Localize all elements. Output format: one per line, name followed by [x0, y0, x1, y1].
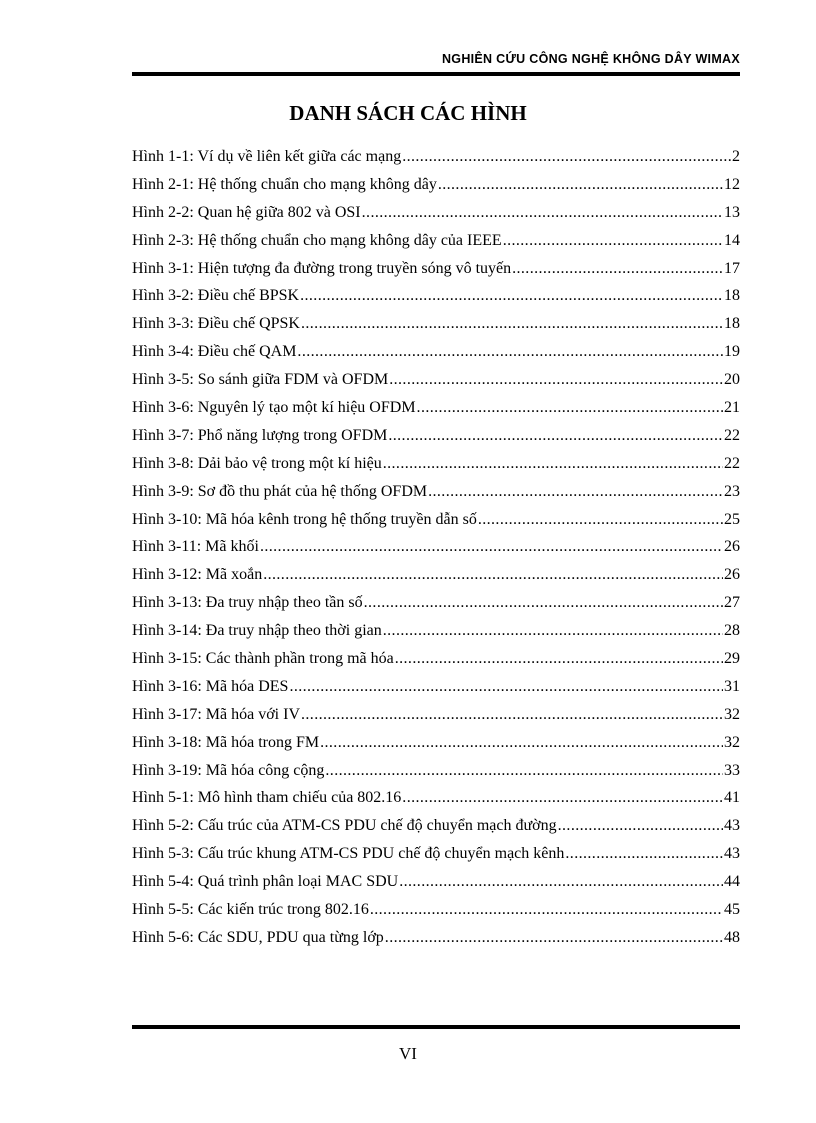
toc-dot-leader: [389, 366, 723, 394]
toc-entry-page: 22: [724, 454, 740, 472]
toc-entry-page: 18: [724, 287, 740, 305]
toc-entry[interactable]: [132, 840, 740, 868]
toc-entry-page: 26: [724, 566, 740, 584]
toc-entry[interactable]: [132, 673, 740, 701]
toc-dot-leader: [383, 450, 723, 478]
page-number: VI: [399, 1044, 417, 1063]
toc-entry[interactable]: [132, 561, 740, 589]
toc-entry-label: Hình 3-16: Mã hóa DES: [132, 677, 289, 695]
toc-entry-page: 19: [724, 343, 740, 361]
toc-entry-page: 26: [724, 538, 740, 556]
toc-entry-page: 18: [724, 315, 740, 333]
toc-dot-leader: [438, 171, 723, 199]
toc-entry-page: 12: [724, 175, 740, 193]
toc-entry-label: Hình 3-1: Hiện tượng đa đường trong truyền sóng vô tuyến: [132, 259, 512, 277]
toc-entry-page: 48: [724, 928, 740, 946]
toc-entry[interactable]: [132, 338, 740, 366]
toc-dot-leader: [388, 422, 723, 450]
toc-entry[interactable]: [132, 868, 740, 896]
toc-dot-leader: [417, 394, 723, 422]
toc-entry-page: 41: [724, 789, 740, 807]
toc-dot-leader: [301, 310, 723, 338]
running-header: NGHIÊN CỨU CÔNG NGHỆ KHÔNG DÂY WIMAX: [441, 52, 740, 66]
toc-entry[interactable]: [132, 506, 740, 534]
toc-entry[interactable]: [132, 422, 740, 450]
toc-entry-label: Hình 3-18: Mã hóa trong FM: [132, 733, 320, 751]
toc-entry-page: 25: [724, 510, 740, 528]
toc-entry[interactable]: [132, 310, 740, 338]
toc-entry-page: 33: [724, 761, 740, 779]
toc-entry-label: Hình 2-1: Hệ thống chuẩn cho mạng không dây: [132, 175, 437, 193]
toc-dot-leader: [301, 701, 723, 729]
toc-entry-label: Hình 3-7: Phổ năng lượng trong OFDM: [132, 426, 388, 444]
toc-dot-leader: [402, 784, 723, 812]
toc-entry-page: 13: [724, 203, 740, 221]
toc-entry-label: Hình 3-8: Dải bảo vệ trong một kí hiệu: [132, 454, 382, 472]
toc-entry-label: Hình 3-13: Đa truy nhập theo tần số: [132, 594, 363, 612]
toc-entry-page: 44: [724, 873, 740, 891]
toc-entry-label: Hình 3-3: Điều chế QPSK: [132, 315, 300, 333]
toc-entry[interactable]: [132, 171, 740, 199]
toc-dot-leader: [565, 840, 723, 868]
toc-dot-leader: [478, 506, 723, 534]
toc-entry[interactable]: [132, 255, 740, 283]
toc-entry-page: 32: [724, 705, 740, 723]
toc-entry[interactable]: [132, 394, 740, 422]
toc-dot-leader: [300, 282, 723, 310]
toc-dot-leader: [402, 143, 731, 171]
toc-entry-page: 23: [724, 482, 740, 500]
toc-entry-page: 2: [732, 148, 740, 165]
toc-entry-page: 21: [724, 399, 740, 417]
toc-dot-leader: [362, 199, 723, 227]
toc-entry-page: 27: [724, 594, 740, 612]
toc-entry[interactable]: [132, 729, 740, 757]
toc-entry[interactable]: [132, 589, 740, 617]
toc-entry-label: Hình 3-11: Mã khối: [132, 538, 259, 556]
toc-entry-page: 31: [724, 677, 740, 695]
toc-entry-label: Hình 2-3: Hệ thống chuẩn cho mạng không dây của IEEE: [132, 231, 502, 249]
toc-entry-label: Hình 3-10: Mã hóa kênh trong hệ thống truyền dẫn số: [132, 510, 477, 528]
toc-entry[interactable]: [132, 143, 740, 171]
toc-entry[interactable]: [132, 366, 740, 394]
toc-entry-label: Hình 3-17: Mã hóa với IV: [132, 705, 300, 723]
footer-rule: [132, 1025, 740, 1029]
toc-entry-label: Hình 3-2: Điều chế BPSK: [132, 287, 300, 305]
toc-dot-leader: [325, 757, 723, 785]
toc-entry-page: 45: [724, 901, 740, 919]
toc-entry-label: Hình 5-3: Cấu trúc khung ATM-CS PDU chế độ chuyển mạch kênh: [132, 845, 565, 863]
toc-entry-label: Hình 3-9: Sơ đồ thu phát của hệ thống OFDM: [132, 482, 428, 500]
toc-entry-label: Hình 1-1: Ví dụ về liên kết giữa các mạng: [132, 148, 402, 165]
toc-entry-label: Hình 3-14: Đa truy nhập theo thời gian: [132, 622, 382, 640]
toc-entry-page: 17: [724, 259, 740, 277]
toc-entry[interactable]: [132, 645, 740, 673]
toc-dot-leader: [297, 338, 723, 366]
toc-entry[interactable]: [132, 478, 740, 506]
toc-entry[interactable]: [132, 784, 740, 812]
toc-entry-label: Hình 5-4: Quá trình phân loại MAC SDU: [132, 873, 399, 891]
toc-dot-leader: [370, 896, 723, 924]
toc-entry[interactable]: [132, 896, 740, 924]
toc-entry[interactable]: [132, 757, 740, 785]
toc-entry-page: 43: [724, 817, 740, 835]
toc-entry-label: Hình 3-5: So sánh giữa FDM và OFDM: [132, 371, 389, 389]
toc-entry-page: 32: [724, 733, 740, 751]
toc-dot-leader: [395, 645, 723, 673]
toc-dot-leader: [263, 561, 723, 589]
toc-entry-page: 22: [724, 426, 740, 444]
toc-entry[interactable]: [132, 533, 740, 561]
toc-dot-leader: [260, 533, 723, 561]
toc-dot-leader: [428, 478, 723, 506]
toc-entry-label: Hình 5-5: Các kiến trúc trong 802.16: [132, 901, 369, 919]
toc-dot-leader: [399, 868, 723, 896]
toc-dot-leader: [364, 589, 723, 617]
toc-dot-leader: [558, 812, 723, 840]
header-rule: [132, 72, 740, 76]
toc-entry[interactable]: [132, 924, 740, 952]
toc-entry-label: Hình 3-6: Nguyên lý tạo một kí hiệu OFDM: [132, 399, 416, 417]
toc-entry[interactable]: [132, 227, 740, 255]
toc-entry-label: Hình 2-2: Quan hệ giữa 802 và OSI: [132, 203, 361, 221]
toc-dot-leader: [289, 673, 723, 701]
toc-entry-page: 14: [724, 231, 740, 249]
toc-entry[interactable]: [132, 617, 740, 645]
page-title: DANH SÁCH CÁC HÌNH: [289, 101, 527, 125]
toc-entry-page: 28: [724, 622, 740, 640]
figure-list: [132, 143, 740, 952]
toc-entry-label: Hình 3-19: Mã hóa công cộng: [132, 761, 325, 779]
toc-entry-label: Hình 3-4: Điều chế QAM: [132, 343, 297, 361]
toc-entry-label: Hình 3-12: Mã xoắn: [132, 566, 263, 584]
toc-entry[interactable]: [132, 282, 740, 310]
toc-entry[interactable]: [132, 701, 740, 729]
toc-entry-label: Hình 5-1: Mô hình tham chiếu của 802.16: [132, 789, 402, 807]
toc-entry[interactable]: [132, 812, 740, 840]
toc-entry-page: 29: [724, 650, 740, 668]
toc-entry[interactable]: [132, 450, 740, 478]
toc-dot-leader: [383, 617, 723, 645]
toc-dot-leader: [385, 924, 723, 952]
toc-entry-page: 20: [724, 371, 740, 389]
toc-dot-leader: [320, 729, 723, 757]
toc-entry[interactable]: [132, 199, 740, 227]
toc-dot-leader: [512, 255, 723, 283]
toc-entry-label: Hình 3-15: Các thành phần trong mã hóa: [132, 650, 394, 668]
toc-entry-page: 43: [724, 845, 740, 863]
toc-dot-leader: [503, 227, 723, 255]
toc-entry-label: Hình 5-6: Các SDU, PDU qua từng lớp: [132, 928, 384, 946]
toc-entry-label: Hình 5-2: Cấu trúc của ATM-CS PDU chế độ chuyển mạch đường: [132, 817, 557, 835]
